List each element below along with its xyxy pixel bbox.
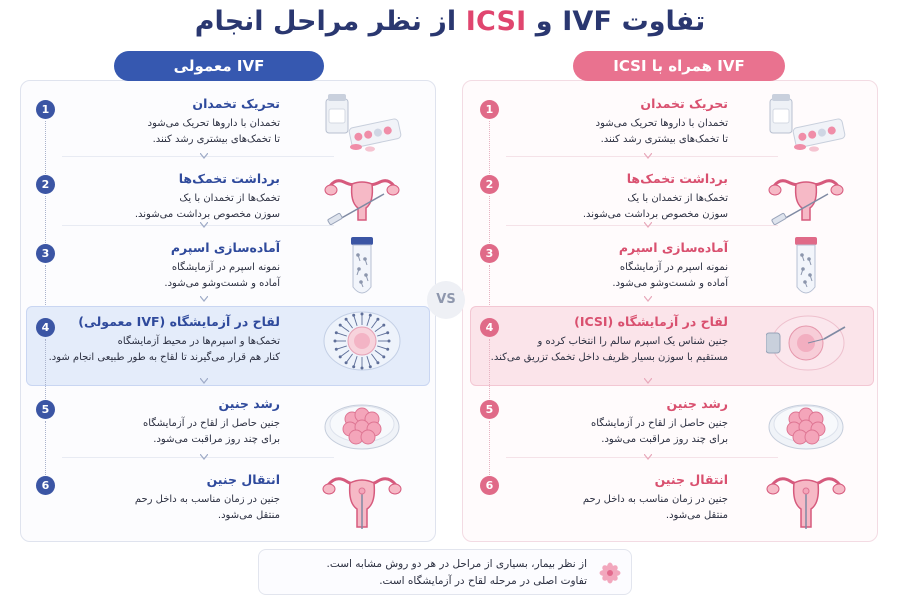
icsi-header: IVF همراه با ICSI <box>573 51 785 81</box>
icsi-step-6-description <box>583 492 728 524</box>
icsi-step-1-description <box>596 116 728 148</box>
note-line-1: از نظر بیمار، بسیاری از مراحل در هر دو روش مشابه است. <box>326 558 587 570</box>
icsi-step-4-title: لقاح در آزمایشگاه (ICSI) <box>574 314 728 329</box>
ivf-step-1-number: 1 <box>36 100 55 119</box>
title-word: تفاوت <box>621 6 706 37</box>
ivf-step-1-title: تحریک تخمدان <box>192 96 280 111</box>
icsi-step-2-line-2: سوزن مخصوص برداشت می‌شوند. <box>582 209 728 220</box>
ivf-step-3-description <box>164 260 280 292</box>
icsi-step-1-number: 1 <box>480 100 499 119</box>
chevron-down-icon <box>200 296 208 302</box>
ivf-step-1-line-2: تا تخمک‌های بیشتری رشد کنند. <box>152 134 280 145</box>
embryo-dish-icon <box>322 393 402 453</box>
ivf-step-2-number: 2 <box>36 175 55 194</box>
ivf-step-1-description <box>148 116 280 148</box>
icsi-step-6-number: 6 <box>480 476 499 495</box>
ivf-step-6-title: انتقال جنین <box>206 472 280 487</box>
ivf-header: IVF معمولی <box>114 51 324 81</box>
flower-icon <box>599 562 621 584</box>
sperm-tube-icon <box>766 237 846 297</box>
ivf-step-4-line-2: کنار هم قرار می‌گیرند تا لقاح به طور طبیعی انجام شود. <box>48 352 280 363</box>
ivf-step-3-line-2: آماده و شست‌وشو می‌شود. <box>164 278 280 289</box>
ivf-step-3-line-1: نمونه اسپرم در آزمایشگاه <box>171 262 280 273</box>
ivf-step-3-title: آماده‌سازی اسپرم <box>170 240 280 255</box>
medication-icon <box>766 93 846 153</box>
title-rest: از نظر مراحل انجام <box>194 6 457 37</box>
title-ivf: IVF <box>562 6 613 37</box>
chevron-down-icon <box>644 153 652 159</box>
ivf-step-1-line-1: تخمدان با داروها تحریک می‌شود <box>147 118 280 129</box>
ivf-step-2-line-1: تخمک‌ها از تخمدان با یک <box>179 193 280 204</box>
chevron-down-icon <box>644 454 652 460</box>
icsi-step-3-number: 3 <box>480 244 499 263</box>
note-text <box>327 556 587 590</box>
icsi-row-separator <box>506 156 778 157</box>
icsi-step-2-number: 2 <box>480 175 499 194</box>
vs-badge: VS <box>427 281 465 319</box>
chevron-down-icon <box>200 454 208 460</box>
icsi-step-3-title: آماده‌سازی اسپرم <box>618 240 728 255</box>
icsi-step-5-description <box>591 416 728 448</box>
ivf-step-5-number: 5 <box>36 400 55 419</box>
ivf-step-5-description <box>143 416 280 448</box>
icsi-step-5-line-2: برای چند روز مراقبت می‌شود. <box>601 434 728 445</box>
ivf-step-2-description <box>135 191 280 223</box>
icsi-step-1-title: تحریک تخمدان <box>640 96 728 111</box>
chevron-down-icon <box>200 153 208 159</box>
ivf-step-6-number: 6 <box>36 476 55 495</box>
icsi-step-2-description <box>583 191 728 223</box>
ivf-step-5-line-2: برای چند روز مراقبت می‌شود. <box>153 434 280 445</box>
chevron-down-icon <box>200 222 208 228</box>
icsi-step-6-title: انتقال جنین <box>654 472 728 487</box>
chevron-down-icon <box>644 296 652 302</box>
ivf-row-separator <box>62 225 334 226</box>
chevron-down-icon <box>200 378 208 384</box>
egg-sperm-dish-icon <box>322 311 402 371</box>
ivf-step-6-line-2: منتقل می‌شود. <box>217 510 280 521</box>
icsi-step-5-line-1: جنین حاصل از لقاح در آزمایشگاه <box>590 418 728 429</box>
icsi-row-separator <box>506 225 778 226</box>
icsi-step-4-line-1: جنین شناس یک اسپرم سالم را انتخاب کرده و <box>537 336 728 347</box>
icsi-step-6-line-2: منتقل می‌شود. <box>665 510 728 521</box>
ivf-row-separator <box>62 457 334 458</box>
icsi-step-4-description <box>491 334 728 366</box>
title-icsi: ICSI <box>465 6 527 37</box>
ivf-step-4-description <box>49 334 280 366</box>
ivf-step-4-number: 4 <box>36 318 55 337</box>
ivf-step-5-line-1: جنین حاصل از لقاح در آزمایشگاه <box>142 418 280 429</box>
ivf-step-4-title: لقاح در آزمایشگاه (IVF معمولی) <box>78 314 280 329</box>
icsi-injection-icon <box>766 311 846 371</box>
chevron-down-icon <box>644 378 652 384</box>
icsi-step-6-line-1: جنین در زمان مناسب به داخل رحم <box>582 494 728 505</box>
icsi-step-5-number: 5 <box>480 400 499 419</box>
ivf-step-5-title: رشد جنین <box>218 396 280 411</box>
page-title <box>0 6 900 37</box>
ivf-step-3-number: 3 <box>36 244 55 263</box>
sperm-tube-icon <box>322 237 402 297</box>
uterus-transfer-icon <box>322 469 402 529</box>
icsi-step-3-line-2: آماده و شست‌وشو می‌شود. <box>612 278 728 289</box>
icsi-row-separator <box>506 457 778 458</box>
icsi-step-3-description <box>612 260 728 292</box>
ivf-row-separator <box>62 156 334 157</box>
icsi-step-3-line-1: نمونه اسپرم در آزمایشگاه <box>619 262 728 273</box>
ivf-step-4-line-1: تخمک‌ها و اسپرم‌ها در محیط آزمایشگاه <box>117 336 280 347</box>
icsi-step-1-line-2: تا تخمک‌های بیشتری رشد کنند. <box>600 134 728 145</box>
ivf-step-2-line-2: سوزن مخصوص برداشت می‌شوند. <box>134 209 280 220</box>
uterus-needle-icon <box>766 168 846 228</box>
embryo-dish-icon <box>766 393 846 453</box>
summary-note <box>258 549 632 595</box>
ivf-step-2-title: برداشت تخمک‌ها <box>178 171 280 186</box>
ivf-step-6-line-1: جنین در زمان مناسب به داخل رحم <box>134 494 280 505</box>
medication-icon <box>322 93 402 153</box>
note-line-2: تفاوت اصلی در مرحله لقاح در آزمایشگاه است. <box>379 575 587 587</box>
icsi-step-2-title: برداشت تخمک‌ها <box>626 171 728 186</box>
uterus-needle-icon <box>322 168 402 228</box>
chevron-down-icon <box>644 222 652 228</box>
title-conjunction: و <box>535 6 553 37</box>
ivf-step-6-description <box>135 492 280 524</box>
icsi-step-2-line-1: تخمک‌ها از تخمدان با یک <box>627 193 728 204</box>
icsi-step-5-title: رشد جنین <box>666 396 728 411</box>
icsi-step-1-line-1: تخمدان با داروها تحریک می‌شود <box>595 118 728 129</box>
icsi-step-4-line-2: مستقیم با سوزن بسیار ظریف داخل تخمک تزریق می‌کند. <box>490 352 728 363</box>
icsi-step-4-number: 4 <box>480 318 499 337</box>
uterus-transfer-icon <box>766 469 846 529</box>
